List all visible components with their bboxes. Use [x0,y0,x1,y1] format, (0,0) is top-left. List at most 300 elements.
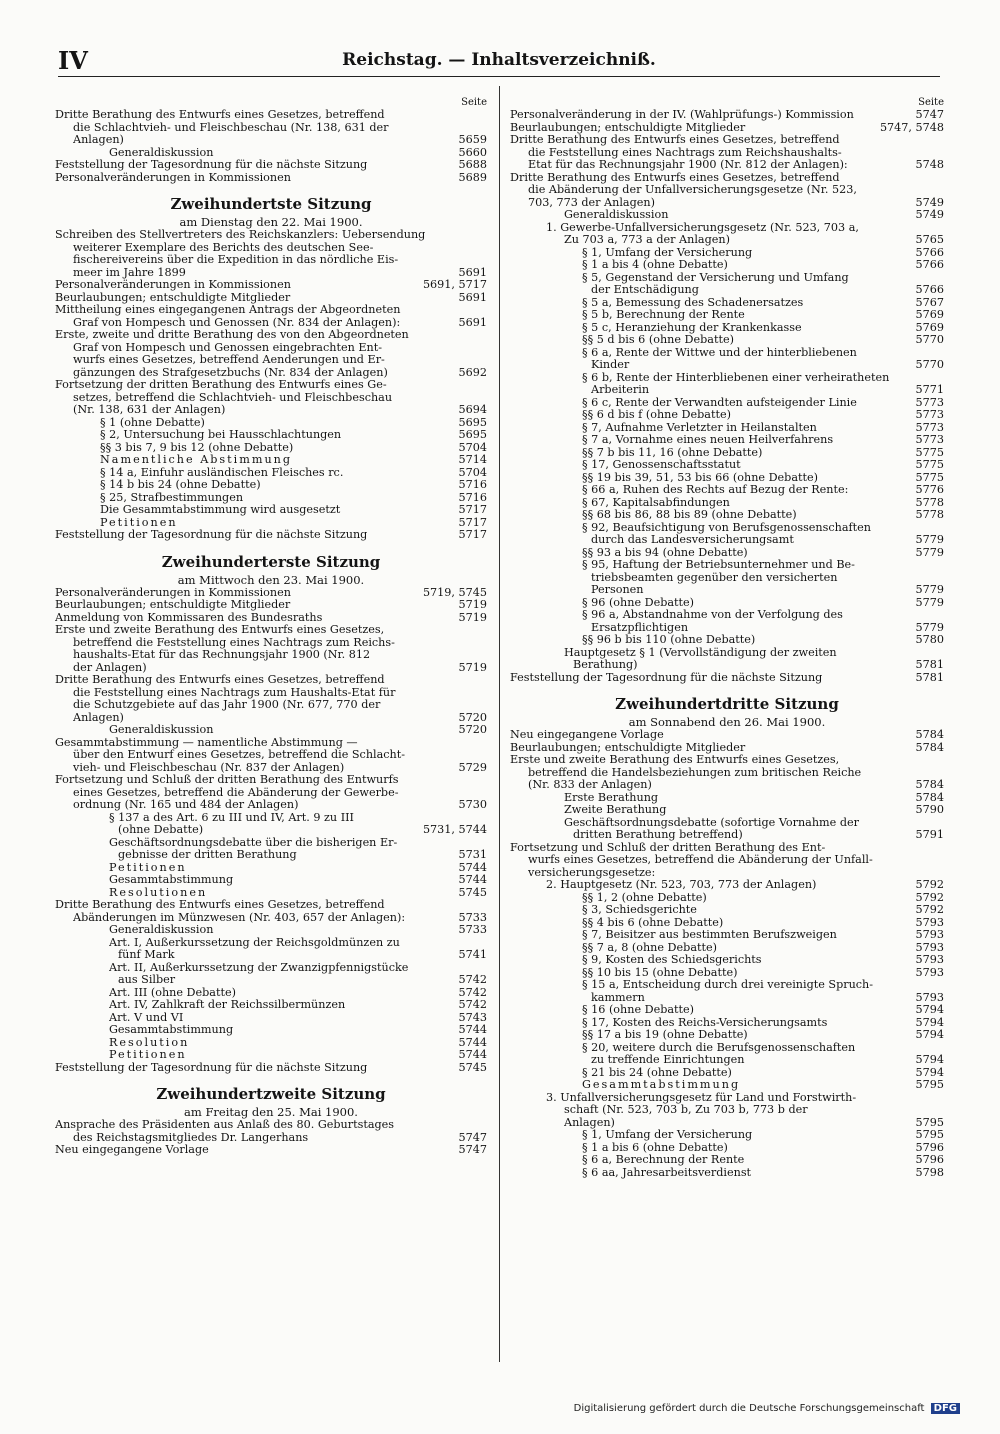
entry-text: Hauptgesetz § 1 (Vervollständigung der zweiten [564,646,837,659]
entry-text: die Feststellung eines Nachtrags zum Haushalts-Etat für [73,686,396,699]
page-reference: 5793 [915,953,944,966]
toc-entry [55,529,487,542]
entry-text: Resolutionen [109,886,208,899]
page-reference: 5794 [915,1053,944,1066]
page-reference: 5744 [458,1023,487,1036]
entry-text: betreffend die Feststellung eines Nachtrags zum Reichs- [73,636,395,649]
right-column [510,97,944,1179]
entry-text: Personalveränderungen in Kommissionen [55,171,291,184]
entry-text: § 1 a bis 4 (ohne Debatte) [582,259,728,271]
toc-entry [55,367,487,380]
entry-text: Dritte Berathung des Entwurfs eines Gesetzes, betreffend [510,134,840,146]
page-reference: 5791 [915,828,944,841]
entry-text: Dritte Berathung des Entwurfs eines Gesetzes, betreffend [55,899,385,911]
entry-text: Anlagen) [564,1116,615,1129]
page-reference: 5794 [915,1065,944,1079]
toc-entry [55,479,487,492]
toc-entry [55,662,487,675]
entry-text: dritten Berathung betreffend) [573,829,743,841]
toc-entry [510,879,944,892]
entry-text: die Schlachtvieh- und Fleischbeschau (Nr. 138, 631 der [73,121,389,134]
toc-entry [55,1037,487,1050]
toc-entry [55,147,487,160]
entry-text: § 66 a, Ruhen des Rechts auf Bezug der Rente: [582,484,849,496]
entry-text: § 5, Gegenstand der Versicherung und Umfang [582,271,849,284]
page-reference: 5793 [915,940,944,954]
toc-entry [510,659,944,672]
toc-entry [510,172,944,185]
toc-entry [55,699,487,712]
toc-entry [510,954,944,967]
page-reference: 5796 [915,1140,944,1154]
page-reference: 5747, 5748 [879,120,944,134]
entry-text: (ohne Debatte) [118,824,204,836]
sitting-heading: Zweihunderterste Sitzung [161,552,381,571]
entry-text: § 6 a, Berechnung der Rente [582,1154,745,1166]
toc-entry [510,597,944,610]
entry-text: § 6 aa, Jahresarbeitsverdienst [582,1166,752,1179]
entry-text: Fortsetzung der dritten Berathung des Entwurfs eines Ge- [55,379,387,391]
page-reference: 5744 [458,873,487,886]
entry-text: ordnung (Nr. 165 und 484 der Anlagen) [73,799,299,811]
seite-column-header: Seite [461,97,487,108]
toc-entry [55,849,487,862]
entry-text: § 20, weitere durch die Berufsgenossenschaften [582,1041,856,1054]
page-reference: 5792 [915,890,944,904]
entry-text: Mittheilung eines eingegangenen Antrags der Abgeordneten [55,304,401,316]
toc-entry [510,122,944,135]
page-reference: 5792 [915,903,944,916]
toc-entry [55,1119,487,1132]
toc-entry [510,459,944,472]
page-reference: 5747 [458,1143,487,1156]
toc-entry [510,634,944,647]
entry-text: Gesammtabstimmung — namentliche Abstimmung — [55,736,358,749]
toc-entry [510,497,944,510]
entry-text: § 9, Kosten des Schiedsgerichts [582,954,762,966]
toc-entry [510,447,944,460]
page-reference: 5775 [915,470,944,484]
entry-text: §§ 5 d bis 6 (ohne Debatte) [582,334,734,346]
entry-text: Etat für das Rechnungsjahr 1900 (Nr. 812 der Anlagen): [528,159,848,171]
entry-text: der Entschädigung [591,284,699,296]
toc-entry [55,122,487,135]
entry-text: Graf von Hompesch und Genossen eingebrachten Ent- [73,341,382,354]
entry-text: § 92, Beaufsichtigung von Berufsgenossenschaften [582,521,871,534]
page-reference: 5733 [458,923,487,936]
page-reference: 5691 [458,290,487,304]
entry-text: § 5 c, Heranziehung der Krankenkasse [582,321,802,334]
entry-text: wurfs eines Gesetzes, betreffend die Abänderung der Unfall- [528,854,873,866]
page-reference: 5775 [915,445,944,459]
entry-text: Namentliche Abstimmung [100,454,293,466]
page-reference: 5784 [915,728,944,741]
toc-entry [510,622,944,635]
entry-text: § 1 a bis 6 (ohne Debatte) [582,1141,728,1154]
sitting-date: am Sonnabend den 26. Mai 1900. [628,715,826,729]
entry-text: § 21 bis 24 (ohne Debatte) [582,1066,732,1079]
toc-entry [55,599,487,612]
toc-entry [55,712,487,725]
page-reference: 5719 [458,598,487,611]
entry-text: schaft (Nr. 523, 703 b, Zu 703 b, 773 b der [564,1104,808,1116]
page-reference: 5773 [915,408,944,421]
entry-text: Dritte Berathung des Entwurfs eines Gesetzes, betreffend [55,674,385,686]
entry-text: §§ 7 a, 8 (ohne Debatte) [582,941,717,954]
toc-entry [510,397,944,410]
entry-text: Ersatzpflichtigen [591,621,689,634]
entry-text: §§ 19 bis 39, 51, 53 bis 66 (ohne Debatte) [582,471,818,484]
toc-entry [55,504,487,517]
entry-text: weiterer Exemplare des Berichts des deutschen See- [73,241,374,254]
toc-entry [510,409,944,422]
toc-entry [510,559,944,572]
page-reference: 5784 [915,740,944,754]
toc-entry [55,279,487,292]
entry-text: Ansprache des Präsidenten aus Anlaß des 80. Geburtstages [55,1119,395,1131]
page-reference: 5769 [915,320,944,334]
section-gap [55,542,487,552]
entry-text: 3. Unfallversicherungsgesetz für Land und Forstwirth- [546,1091,857,1104]
entry-text: Zu 703 a, 773 a der Anlagen) [564,234,730,246]
page-reference: 5704 [458,465,487,479]
entry-text: §§ 3 bis 7, 9 bis 12 (ohne Debatte) [100,441,294,454]
entry-text: Anmeldung von Kommissaren des Bundesraths [55,611,323,624]
page-reference: 5688 [458,158,487,171]
toc-entry [510,929,944,942]
entry-text: Beurlaubungen; entschuldigte Mitglieder [55,599,291,611]
toc-entry [510,829,944,842]
toc-entry [510,522,944,535]
entry-text: §§ 4 bis 6 (ohne Debatte) [582,916,724,929]
page-reference: 5729 [458,760,487,774]
page-reference: 5749 [915,195,944,209]
toc-entry [55,109,487,122]
page-reference: 5795 [915,1115,944,1129]
toc-entry [510,867,944,880]
section-gap [55,184,487,194]
page-reference: 5766 [915,283,944,296]
entry-text: § 6 a, Rente der Wittwe und der hinterbliebenen [582,346,857,359]
toc-entry [510,272,944,285]
page-reference: 5714 [458,453,487,466]
page-reference: 5769 [915,308,944,321]
page-reference: 5695 [458,428,487,441]
entry-text: Zweite Berathung [564,804,667,816]
toc-entry [510,917,944,930]
toc-entry [510,1142,944,1155]
toc-entry [510,792,944,805]
entry-text: Gesammtabstimmung [582,1079,741,1091]
page-reference: 5717 [458,503,487,516]
toc-entry [55,304,487,317]
toc-entry [55,342,487,355]
page-reference: 5779 [915,545,944,559]
left-column [55,97,487,1157]
page-reference: 5733 [458,910,487,924]
toc-entry [55,587,487,600]
entry-text: § 2, Untersuchung bei Hausschlachtungen [100,429,342,441]
toc-entry [510,729,944,742]
page-reference: 5719 [458,660,487,674]
toc-entry [55,887,487,900]
entry-text: § 7 a, Vornahme eines neuen Heilverfahrens [582,434,834,446]
toc-entry [55,254,487,267]
entry-text: Abänderungen im Münzwesen (Nr. 403, 657 der Anlagen): [73,911,406,924]
toc-entry [510,284,944,297]
entry-text: des Reichstagsmitgliedes Dr. Langerhans [73,1131,309,1144]
entry-text: die Abänderung der Unfallversicherungsgesetze (Nr. 523, [528,184,857,196]
page-reference: 5749 [915,208,944,221]
entry-text: fischereivereins über die Expedition in das nördliche Eis- [73,254,399,266]
toc-entry [55,937,487,950]
page-reference: 5744 [458,1048,487,1061]
toc-entry [510,259,944,272]
entry-text: Resolution [109,1036,190,1049]
page-reference: 5778 [915,508,944,521]
page-reference: 5744 [458,1035,487,1049]
page-reference: 5731, 5744 [422,823,487,836]
sitting-date: am Mittwoch den 23. Mai 1900. [177,572,365,587]
toc-entry [510,197,944,210]
toc-entry [55,1024,487,1037]
entry-text: Feststellung der Tagesordnung für die nächste Sitzung [55,529,368,541]
sitting-date: am Dienstag den 22. Mai 1900. [179,215,363,229]
toc-entry [55,724,487,737]
toc-entry [55,379,487,392]
entry-text: 703, 773 der Anlagen) [528,196,655,209]
page-reference: 5694 [458,403,487,416]
toc-entry [55,924,487,937]
entry-text: Personalveränderungen in Kommissionen [55,279,291,291]
toc-entry [510,309,944,322]
toc-entry [55,787,487,800]
page-reference: 5770 [915,358,944,371]
toc-entry [55,949,487,962]
entry-text: Erste und zweite Berathung des Entwurfs eines Gesetzes, [55,624,385,636]
entry-text: durch das Landesversicherungsamt [591,534,794,546]
toc-entry [55,1012,487,1025]
toc-entry [510,892,944,905]
entry-text: setzes, betreffend die Schlachtvieh- und Fleischbeschau [73,391,393,404]
page-reference: 5795 [915,1128,944,1141]
entry-text: Erste, zweite und dritte Berathung des von den Abgeordneten [55,329,409,341]
entry-text: Die Gesammtabstimmung wird ausgesetzt [100,504,341,516]
entry-text: meer im Jahre 1899 [73,266,186,279]
footer-credit [574,1403,960,1414]
entry-text: wurfs eines Gesetzes, betreffend Aenderungen und Er- [73,354,385,366]
toc-entry [510,767,944,780]
toc-entry [55,229,487,242]
entry-text: gänzungen des Strafgesetzbuchs (Nr. 834 der Anlagen) [73,366,388,379]
page-reference: 5704 [458,440,487,454]
toc-entry [55,517,487,530]
column-divider [499,86,500,1362]
seite-column-header: Seite [918,97,944,108]
page-reference: 5796 [915,1153,944,1166]
entry-text: Art. IV, Zahlkraft der Reichssilbermünzen [109,999,346,1011]
page-reference: 5784 [915,790,944,804]
entry-text: Generaldiskussion [109,146,214,159]
toc-entry [510,1104,944,1117]
toc-entry [510,842,944,855]
entry-text: Petitionen [100,516,178,529]
entry-text: Generaldiskussion [109,724,214,736]
page-reference: 5745 [458,1060,487,1074]
toc-entry [510,509,944,522]
entry-text: Berathung) [573,659,638,671]
page-reference: 5719 [458,610,487,624]
entry-text: Personalveränderungen in Kommissionen [55,586,291,599]
toc-entry [55,492,487,505]
toc-entry [510,422,944,435]
page-reference: 5770 [915,333,944,346]
toc-entry [55,172,487,185]
toc-entry [510,779,944,792]
entry-text: Graf von Hompesch und Genossen (Nr. 834 der Anlagen): [73,316,401,329]
footer-credit-text: Digitalisierung gefördert durch die Deutsche Forschungsgemeinschaft [573,1403,925,1414]
entry-text: § 137 a des Art. 6 zu III und IV, Art. 9 zu III [109,811,354,824]
entry-text: §§ 68 bis 86, 88 bis 89 (ohne Debatte) [582,509,797,521]
toc-entry [55,774,487,787]
entry-text: § 96 (ohne Debatte) [582,596,695,609]
toc-entry [510,1004,944,1017]
entry-text: Erste und zweite Berathung des Entwurfs eines Gesetzes, [510,754,840,766]
page-reference: 5784 [915,778,944,791]
page-reference: 5660 [458,145,487,159]
entry-text: Gesammtabstimmung [109,1024,234,1036]
toc-entry [510,472,944,485]
toc-entry [510,297,944,310]
entry-text: § 16 (ohne Debatte) [582,1004,695,1016]
entry-text: haushalts-Etat für das Rechnungsjahr 1900 (Nr. 812 [73,649,371,661]
sitting-heading: Zweihundertdritte Sitzung [615,695,839,713]
toc-entry [55,737,487,750]
page-reference: 5779 [915,533,944,546]
entry-text: § 67, Kapitalsabfindungen [582,496,730,509]
page-reference: 5792 [915,878,944,891]
entry-text: Personalveränderung in der IV. (Wahlprüfungs-) Kommission [510,109,854,121]
toc-entry [55,242,487,255]
toc-entry [510,1029,944,1042]
entry-text: Dritte Berathung des Entwurfs eines Gesetzes, betreffend [510,171,840,184]
entry-text: Anlagen) [73,134,124,146]
entry-text: § 5 a, Bemessung des Schadenersatzes [582,296,804,309]
toc-entry [510,609,944,622]
entry-text: Art. V und VI [109,1011,184,1024]
page-reference: 5776 [915,483,944,496]
entry-text: Erste Berathung [564,791,659,804]
toc-entry [55,429,487,442]
entry-text: Beurlaubungen; entschuldigte Mitglieder [55,291,291,304]
running-title: Reichstag. — Inhaltsverzeichniß. [342,50,656,70]
page-reference: 5794 [915,1015,944,1029]
toc-entry [55,624,487,637]
toc-entry [510,247,944,260]
toc-entry [510,967,944,980]
toc-entry [510,184,944,197]
entry-text: Petitionen [109,1049,187,1061]
toc-entry [55,762,487,775]
entry-text: §§ 1, 2 (ohne Debatte) [582,891,707,904]
toc-entry [510,742,944,755]
page-reference: 5766 [915,245,944,259]
toc-entry [510,1017,944,1030]
entry-text: Arbeiterin [591,384,650,396]
page-reference: 5730 [458,798,487,811]
entry-text: Generaldiskussion [109,924,214,936]
toc-entry [55,1144,487,1157]
entry-text: vieh- und Fleischbeschau (Nr. 837 der Anlagen) [73,761,345,774]
page-reference: 5716 [458,478,487,491]
entry-text: kammern [591,991,645,1004]
toc-entry [510,754,944,767]
toc-entry [55,292,487,305]
page-reference: 5745 [458,885,487,899]
entry-text: 2. Hauptgesetz (Nr. 523, 703, 773 der Anlagen) [546,879,817,891]
page-reference: 5742 [458,973,487,986]
entry-text: zu treffende Einrichtungen [591,1054,745,1066]
toc-entry [55,134,487,147]
page-reference: 5720 [458,723,487,736]
toc-entry [510,1092,944,1105]
page-reference: 5775 [915,458,944,471]
page-reference: 5747 [458,1130,487,1144]
page-reference: 5659 [458,133,487,146]
entry-text: Personen [591,584,644,596]
page-reference: 5773 [915,433,944,446]
toc-entry [55,899,487,912]
page-reference: 5743 [458,1010,487,1024]
toc-entry [55,454,487,467]
page-reference: 5779 [915,620,944,634]
toc-entry [55,962,487,975]
entry-text: eines Gesetzes, betreffend die Abänderung der Gewerbe- [73,786,399,799]
toc-entry [55,837,487,850]
toc-entry [510,134,944,147]
entry-text: § 14 a, Einfuhr ausländischen Fleisches rc. [100,466,344,479]
toc-entry [55,1062,487,1075]
entry-text: Fortsetzung und Schluß der dritten Berathung des Ent- [510,841,826,854]
entry-text: §§ 93 a bis 94 (ohne Debatte) [582,546,748,559]
entry-text: versicherungsgesetze: [528,866,656,879]
page-reference: 5779 [915,595,944,609]
page-reference: 5747 [915,108,944,121]
entry-text: §§ 96 b bis 110 (ohne Debatte) [582,634,756,646]
toc-entry [510,1067,944,1080]
toc-entry [55,1049,487,1062]
entry-text: §§ 6 d bis f (ohne Debatte) [582,409,731,421]
entry-text: Beurlaubungen; entschuldigte Mitglieder [510,121,746,134]
entry-text: Beurlaubungen; entschuldigte Mitglieder [510,741,746,754]
toc-entry [55,687,487,700]
toc-entry [55,392,487,405]
toc-entry [510,372,944,385]
toc-entry [55,824,487,837]
toc-entry [510,672,944,685]
page-reference: 5731 [458,848,487,861]
toc-entry [510,222,944,235]
entry-text: Generaldiskussion [564,209,669,221]
toc-entry [510,434,944,447]
toc-entry [510,159,944,172]
entry-text: aus Silber [118,974,176,986]
entry-text: Schreiben des Stellvertreters des Reichskanzlers: Uebersendung [55,229,426,241]
toc-entry [510,109,944,122]
entry-text: Kinder [591,359,630,371]
entry-text: die Feststellung eines Nachtrags zum Reichshaushalts- [528,146,842,159]
entry-text: §§ 17 a bis 19 (ohne Debatte) [582,1029,748,1041]
